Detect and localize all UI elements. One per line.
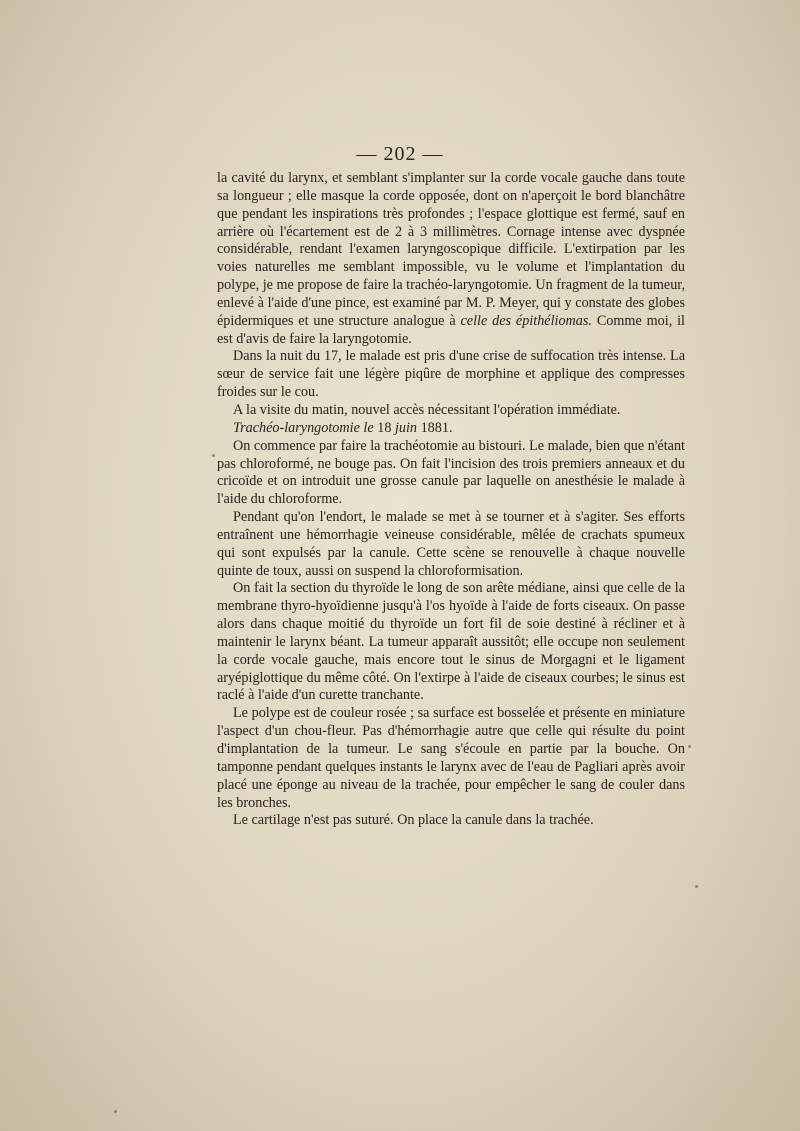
section-heading (217, 420, 685, 438)
paragraph-1-text: la cavité du larynx, et semblant s'implanter sur la corde vocale gauche dans toute sa longueur ; elle masque la corde opposée, dont on n'aperçoit le bord blanchâtre que pendant les inspirations très profondes ; l'espace glottique est fermé, sauf en arrière où l'écartement est de 2 à 3 millimètres. Cornage intense avec dyspnée considérable, rendant l'examen laryngoscopique difficile. L'extirpation par les voies naturelles me semblant impossible, vu le volume et l'implantation du polype, je me propose de faire la trachéo-laryngotomie. Un fragment de la tumeur, enlevé à l'aide d'une pince, est examiné par M. P. Meyer, qui y constate des globes épidermiques et une structure analogue à (217, 170, 685, 329)
paragraph-6: On fait la section du thyroïde le long de son arête médiane, ainsi que celle de la membrane thyro-hyoïdienne jusqu'à l'os hyoïde à l'aide de forts ciseaux. On passe alors dans chaque moitié du thyroïde un fort fil de soie destiné à récliner et à maintenir le larynx béant. La tumeur apparaît aussitôt; elle occupe non seulement la corde vocale gauche, mais encore tout le sinus de Morgagni et le ligament aryépiglottique du même côté. On l'extirpe à l'aide de ciseaux courbes; le sinus est raclé à l'aide d'un curette tranchante. (217, 580, 685, 704)
paragraph-8: Le cartilage n'est pas suturé. On place la canule dans la trachée. (233, 812, 594, 829)
paper-speck (212, 454, 215, 457)
paragraph-3: A la visite du matin, nouvel accès nécessitant l'opération immédiate. (233, 401, 621, 418)
body-text (217, 170, 685, 830)
paper-speck (695, 885, 698, 888)
page-number: — 202 — (356, 143, 444, 165)
paragraph-1-end: Comme moi, il est d'avis de faire la laryngotomie. (217, 312, 685, 347)
paragraph-1 (217, 170, 685, 348)
heading-month: juin (391, 419, 421, 436)
paragraph-1-italic: celle des épithéliomas. (460, 312, 592, 329)
heading-day: 18 (377, 419, 392, 436)
heading-year: 1881. (420, 419, 453, 436)
heading-text: Trachéo-laryngotomie le (233, 419, 378, 436)
paper-speck (688, 745, 691, 748)
paragraph-2: Dans la nuit du 17, le malade est pris d'une crise de suffocation très intense. La sœur de service fait une légère piqûre de morphine et applique des compresses froides sur le cou. (217, 348, 685, 401)
paragraph-7: Le polype est de couleur rosée ; sa surface est bosselée et présente en miniature l'aspect d'un chou-fleur. Pas d'hémorrhagie autre que celle qui résulte du point d'implantation de la tumeur. Le sang s'écoule en partie par la bouche. On tamponne pendant quelques instants le larynx avec de l'eau de Pagliari après avoir placé une éponge au niveau de la trachée, pour empêcher le sang de couler dans les bronches. (217, 705, 685, 811)
paragraph-5: Pendant qu'on l'endort, le malade se met à se tourner et à s'agiter. Ses efforts entraînent une hémorrhagie veineuse considérable, mêlée de crachats spumeux qui sont expulsés par la canule. Cette scène se renouvelle à chaque nouvelle quinte de toux, aussi on suspend la chloroformisation. (217, 509, 685, 579)
paper-speck (114, 1110, 117, 1113)
paragraph-4: On commence par faire la trachéotomie au bistouri. Le malade, bien que n'étant pas chloroformé, ne bouge pas. On fait l'incision des trois premiers anneaux et du cricoïde et on introduit une grosse canule par laquelle on anesthésie le malade à l'aide du chloroforme. (217, 437, 685, 508)
